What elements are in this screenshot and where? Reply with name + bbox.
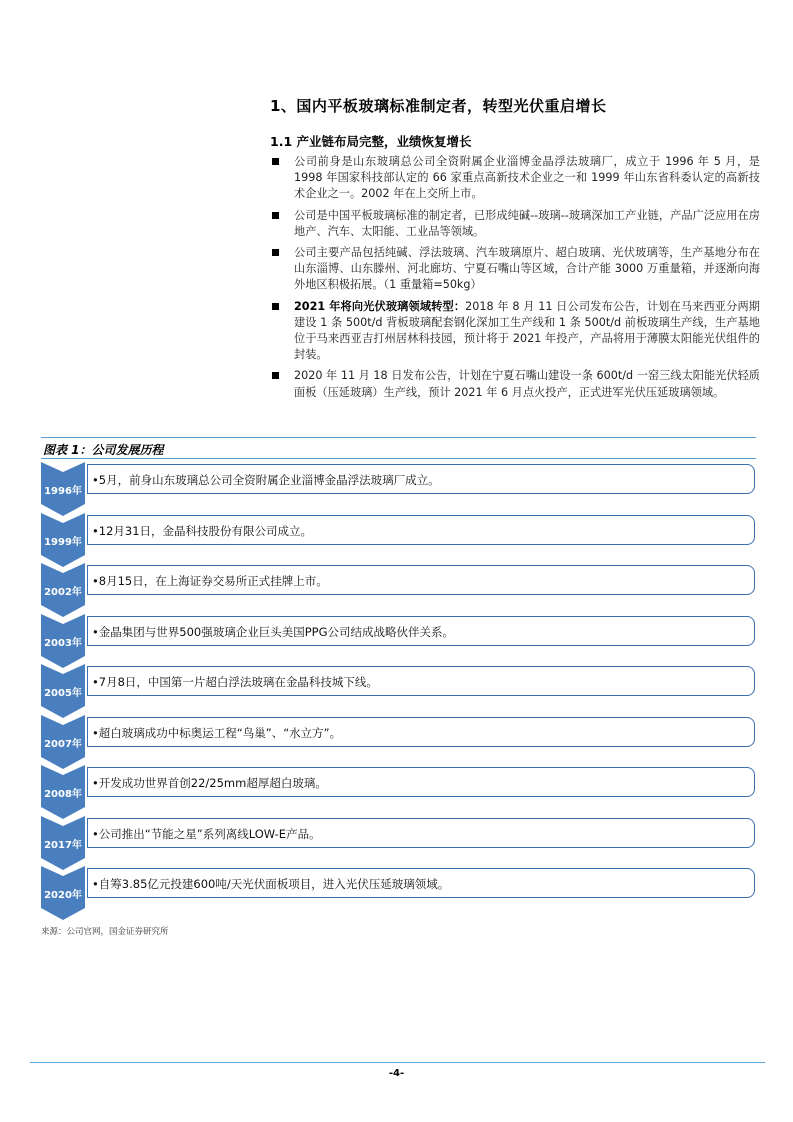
timeline-year: 2007年 [44,738,82,750]
timeline-event-text: •金晶集团与世界500强玻璃企业巨头美国PPG公司结成战略伙伴关系。 [92,624,455,639]
timeline-event-box [87,565,755,595]
bullet-text: 公司主要产品包括纯碱、浮法玻璃、汽车玻璃原片、超白玻璃、光伏玻璃等，生产基地分布在山东淄博、山东滕州、河北廊坊、宁夏石嘴山等区域，合计产能 3000 万重量箱，并逐渐向海外地区积极拓展。（1 重量箱=50kg） [294,246,760,292]
subsection-title: 1.1 产业链布局完整，业绩恢复增长 [270,134,472,149]
bullet-item [270,208,760,240]
figure-source: 来源：公司官网，国金证券研究所 [41,927,169,937]
timeline-row [41,816,761,864]
timeline-row [41,614,761,662]
figure-title: 图表 1：公司发展历程 [41,437,756,459]
bullet-text: 2020 年 11 月 18 日发布公告，计划在宁夏石嘴山建设一条 600t/d 一窑三线太阳能光伏轻质面板（压延玻璃）生产线，预计 2021 年 6 月点火投产，正式进军光伏压延玻璃领域。 [294,369,760,399]
timeline-event-text: •8月15日，在上海证券交易所正式挂牌上市。 [92,574,328,588]
timeline-year: 2020年 [44,890,82,901]
timeline-event-text: •自筹3.85亿元投建600吨/天光伏面板项目，进入光伏压延玻璃领域。 [92,877,450,891]
timeline-year: 2017年 [44,839,82,851]
timeline-event-box [87,818,755,848]
timeline-row [41,765,761,813]
bullet-lead: 2021 年将向光伏玻璃领域转型： [294,299,466,313]
timeline-year: 1996年 [44,486,82,497]
timeline-event-box [87,717,755,747]
bullet-list [270,154,760,406]
bullet-item [270,245,760,294]
timeline-row [41,715,761,763]
timeline-event-text: •5月，前身山东玻璃总公司全资附属企业淄博金晶浮法玻璃厂成立。 [92,473,440,487]
square-bullet-icon [272,158,279,165]
square-bullet-icon [272,303,279,310]
timeline-event-box [87,666,755,696]
section-title: 1、国内平板玻璃标准制定者，转型光伏重启增长 [270,97,607,115]
timeline-row [41,866,761,914]
timeline-event-text: •公司推出“节能之星”系列离线LOW-E产品。 [92,826,321,841]
timeline-row [41,664,761,712]
timeline-event-text: •12月31日，金晶科技股份有限公司成立。 [92,523,313,538]
timeline-row [41,462,761,510]
timeline-event-text: •7月8日，中国第一片超白浮法玻璃在金晶科技城下线。 [92,675,378,689]
timeline-event-box [87,868,755,898]
timeline-row [41,563,761,611]
timeline-event-box [87,464,755,494]
timeline-year: 2008年 [44,789,82,800]
timeline-event-text: •开发成功世界首创22/25mm超厚超白玻璃。 [92,776,327,790]
bullet-text: 公司前身是山东玻璃总公司全资附属企业淄博金晶浮法玻璃厂，成立于 1996 年 5 月，是 1998 年国家科技部认定的 66 家重点高新技术企业之一和 1999 年山东省科委认定的高新技术企业之一。2002 年在上交所上市。 [294,155,760,201]
timeline-year: 2002年 [44,587,82,598]
bullet-item [270,368,760,400]
bullet-item [270,299,760,364]
timeline-event-text: •超白玻璃成功中标奥运工程“鸟巢”、“水立方”。 [92,725,342,740]
bullet-text: 公司是中国平板玻璃标准的制定者，已形成纯碱--玻璃--玻璃深加工产业链，产品广泛应用在房地产、汽车、太阳能、工业品等领域。 [294,208,760,238]
footer-divider [30,1062,765,1063]
page-number: -4- [388,1068,405,1079]
square-bullet-icon [272,249,279,256]
timeline-row [41,513,761,561]
bullet-item [270,154,760,203]
timeline-event-box [87,616,755,646]
timeline-year: 1999年 [44,536,82,548]
timeline-year: 2003年 [44,637,82,649]
timeline-event-box [87,767,755,797]
timeline-event-box [87,515,755,545]
timeline [41,462,761,922]
timeline-year: 2005年 [44,688,82,699]
square-bullet-icon [272,212,279,219]
bullet-text: 2018 年 8 月 11 日公司发布公告，计划在马来西亚分两期建设 1 条 500t/d 背板玻璃配套钢化深加工生产线和 1 条 500t/d 前板玻璃生产线，生产基地位于马来西亚吉打州居林科技园，预计将于 2021 年投产，产品将用于薄膜太阳能光伏组件的封装。 [294,299,760,362]
square-bullet-icon [272,372,279,379]
